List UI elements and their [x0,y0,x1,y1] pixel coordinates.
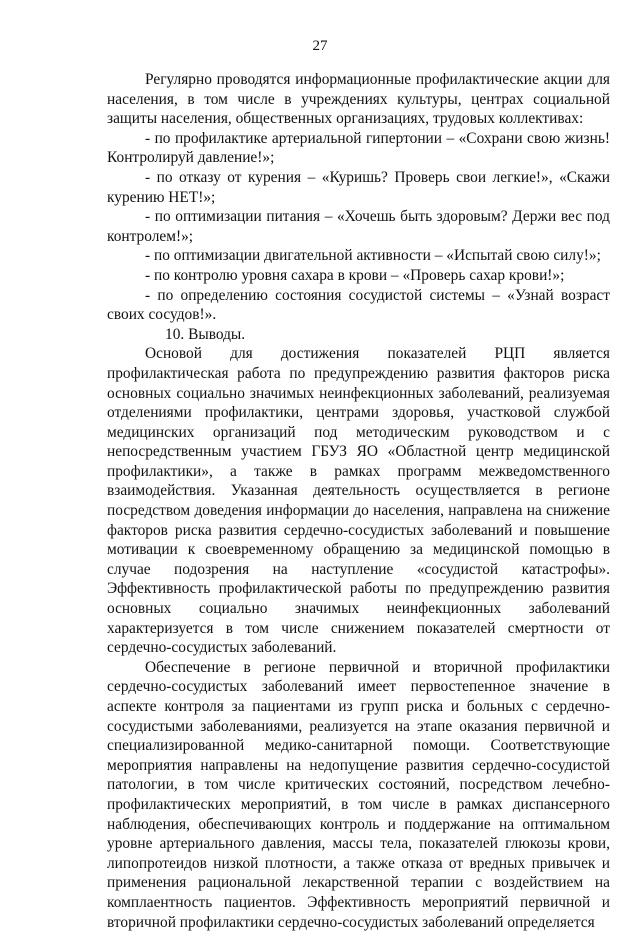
list-item-blood-sugar: - по контролю уровня сахара в крови – «Проверь сахар крови!»; [145,266,565,284]
conclusions-paragraph-1: Основой для достижения показателей РЦП является профилактическая работа по предупреждению развития факторов риска основных социально значимых неинфекционных заболеваний, реализуемая отделениями профилактики, центрами здоровья, участковой службой медицинских организаций под методическим руководством и с непосредственным участием ГБУЗ ЯО «Областной центр медицинской профилактики», а также в рамках программ межведомственного взаимодействия. Указанная деятельность осуществляется в регионе посредством доведения информации до населения, направлена на снижение факторов риска развития сердечно-сосудистых заболеваний и повышение мотивации к своевременному обращению за медицинской помощью в случае подозрения на наступление «сосудистой катастрофы». Эффективность профилактической работы по предупреждению развития основных социально значимых неинфекционных заболеваний характеризуется в том числе снижением показателей смертности от сердечно-сосудистых заболеваний. [107,345,610,657]
list-item-hypertension: - по профилактике артериальной гипертонии – «Сохрани свою жизнь! Контролируй давление!»; [107,129,610,167]
list-item-smoking: - по отказу от курения – «Куришь? Проверь свои легкие!», «Скажи курению НЕТ!»; [107,168,610,206]
list-item-vascular: - по определению состояния сосудистой системы – «Узнай возраст своих сосудов!». [107,286,610,324]
page-number: 27 [312,38,328,54]
intro-paragraph: Регулярно проводятся информационные профилактические акции для населения, в том числе в учреждениях культуры, центрах социальной защиты населения, общественных организациях, трудовых коллективах: [107,71,610,128]
conclusions-paragraph-2: Обеспечение в регионе первичной и вторичной профилактики сердечно-сосудистых заболеваний имеет первостепенное значение в аспекте контроля за пациентами из групп риска и больных с сердечно-сосудистыми заболеваниями, реализуется на этапе оказания первичной и специализированной медико-санитарной помощи. Соответствующие мероприятия направлены на недопущение развития сердечно-сосудистой патологии, в том числе критических состояний, посредством лечебно-профилактических мероприятий, в том числе в рамках диспансерного наблюдения, обеспечивающих контроль и поддержание на оптимальном уровне артериального давления, массы тела, показателей глюкозы крови, липопротеидов низкой плотности, а также отказа от вредных привычек и применения рациональной лекарственной терапии с воздействием на комплаентность пациентов. Эффективность мероприятий первичной и вторичной профилактики сердечно-сосудистых заболеваний определяется [107,658,610,931]
list-item-nutrition: - по оптимизации питания – «Хочешь быть здоровым? Держи вес под контролем!»; [107,208,610,245]
page-body [107,70,610,932]
list-item-activity: - по оптимизации двигательной активности – «Испытай свою силу!»; [145,247,601,265]
section-heading: 10. Выводы. [165,325,246,343]
